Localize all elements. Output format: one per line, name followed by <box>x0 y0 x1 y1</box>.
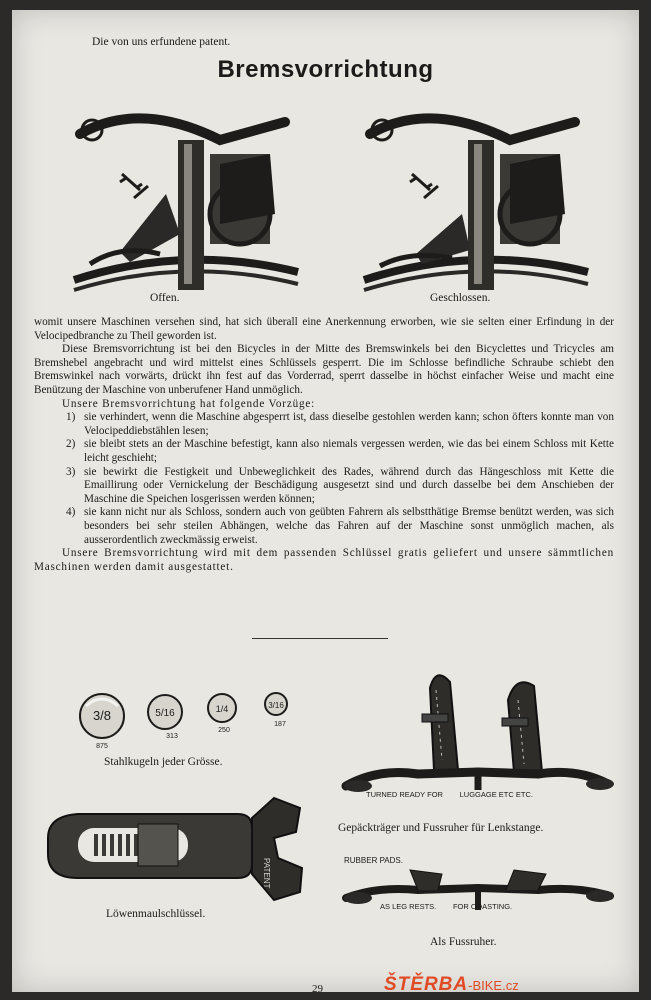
ball-size: 313 <box>166 733 178 740</box>
brake-closed-caption: Geschlossen. <box>430 292 491 304</box>
list-item: 2) sie bleibt stets an der Maschine befestigt, kann also niemals vergessen werden, wie das bei einem Schloss mit Kette leicht geschieht; <box>66 438 614 464</box>
ball-size: 250 <box>218 727 230 734</box>
luggage-carrier-illustration <box>338 660 618 810</box>
advantages-heading: Unsere Bremsvorrichtung hat folgende Vorzüge: <box>62 397 316 410</box>
footrest-bar-text: AS LEG RESTS. FOR COASTING. <box>380 902 513 911</box>
footrest-rubber-label: RUBBER PADS. <box>344 856 403 865</box>
wrench-caption: Löwenmaulschlüssel. <box>106 908 206 920</box>
carrier-caption: Gepäckträger und Fussruher für Lenkstange. <box>338 822 544 834</box>
list-item: 4) sie kann nicht nur als Schloss, sondern auch von geübten Fahrern als selbstthätige Bremse benützt werden, was sich besonders bei sehr steilen Abhängen, welche das Fahren auf der Maschine sonst unmöglich machen, als ausserordentlich zweckmässig erweist. <box>66 506 614 546</box>
balls-caption: Stahlkugeln jeder Grösse. <box>104 756 223 768</box>
watermark-logo: ŠTĚRBA-BIKE.cz <box>384 974 519 992</box>
ball-label: 3/16 <box>268 701 284 710</box>
steel-balls-illustration <box>72 682 312 752</box>
ball-label: 3/8 <box>92 708 112 723</box>
wrench-stamp: PATENT <box>262 858 271 889</box>
list-item: 3) sie bewirkt die Festigkeit und Unbeweglichkeit des Rades, während durch das Hängeschloss mit Kette die Emaillirung oder Vernickelung der Beschädigung ausgesetzt sind und durch dasselbe bei dem Anschieben der Maschine die Speichen losgerissen werden können; <box>66 465 614 505</box>
paragraph-description: Diese Bremsvorrichtung ist bei den Bicycles in der Mitte des Bremswinkels bei den Bicyclettes und Tricycles am Bremshebel angebracht und wird mittelst eines Schlüssels gesperrt. Die im Schlosse befindliche Schraube schiebt den Bremswinkel nach vorwärts, drückt ihn fest auf das Vorderrad, sperrt dasselbe in höchst einfacher Weise und macht eine Benützung der Maschine von unberufener Hand unmöglich. <box>34 343 614 396</box>
carrier-bar-text: TURNED READY FOR LUGGAGE ETC ETC. <box>366 790 533 799</box>
ball-size: 875 <box>96 743 108 750</box>
ball-size: 187 <box>274 721 286 728</box>
section-divider <box>252 638 388 639</box>
page-number: 29 <box>312 983 323 992</box>
intro-text: Die von uns erfundene patent. <box>92 36 231 48</box>
footrest-caption: Als Fussruher. <box>430 936 497 948</box>
brake-open-illustration <box>70 94 300 294</box>
page-title: Bremsvorrichtung <box>217 56 434 83</box>
advantages-list <box>34 411 614 547</box>
list-item: 1) sie verhindert, wenn die Maschine abgesperrt ist, dass dieselbe gestohlen werden kann; schon öfters konnte man von Velocipeddiebstählen lesen; <box>66 411 614 437</box>
wrench-illustration <box>38 788 338 908</box>
ball-label: 5/16 <box>155 708 175 719</box>
ball-label: 1/4 <box>215 704 229 714</box>
brake-closed-illustration <box>360 94 590 294</box>
closing-paragraph: Unsere Bremsvorrichtung wird mit dem passenden Schlüssel gratis geliefert und unsere sämmtlichen Maschinen werden damit ausgestattet. <box>34 547 614 573</box>
paragraph-recognition: womit unsere Maschinen versehen sind, hat sich überall eine Anerkennung erworben, wie sie selten einer Erfindung in der Velocipedbranche zu Theil geworden ist. <box>34 316 614 342</box>
footrest-illustration <box>338 856 618 926</box>
catalog-page <box>12 10 639 992</box>
body-text <box>34 316 614 574</box>
brake-open-caption: Offen. <box>150 292 180 304</box>
